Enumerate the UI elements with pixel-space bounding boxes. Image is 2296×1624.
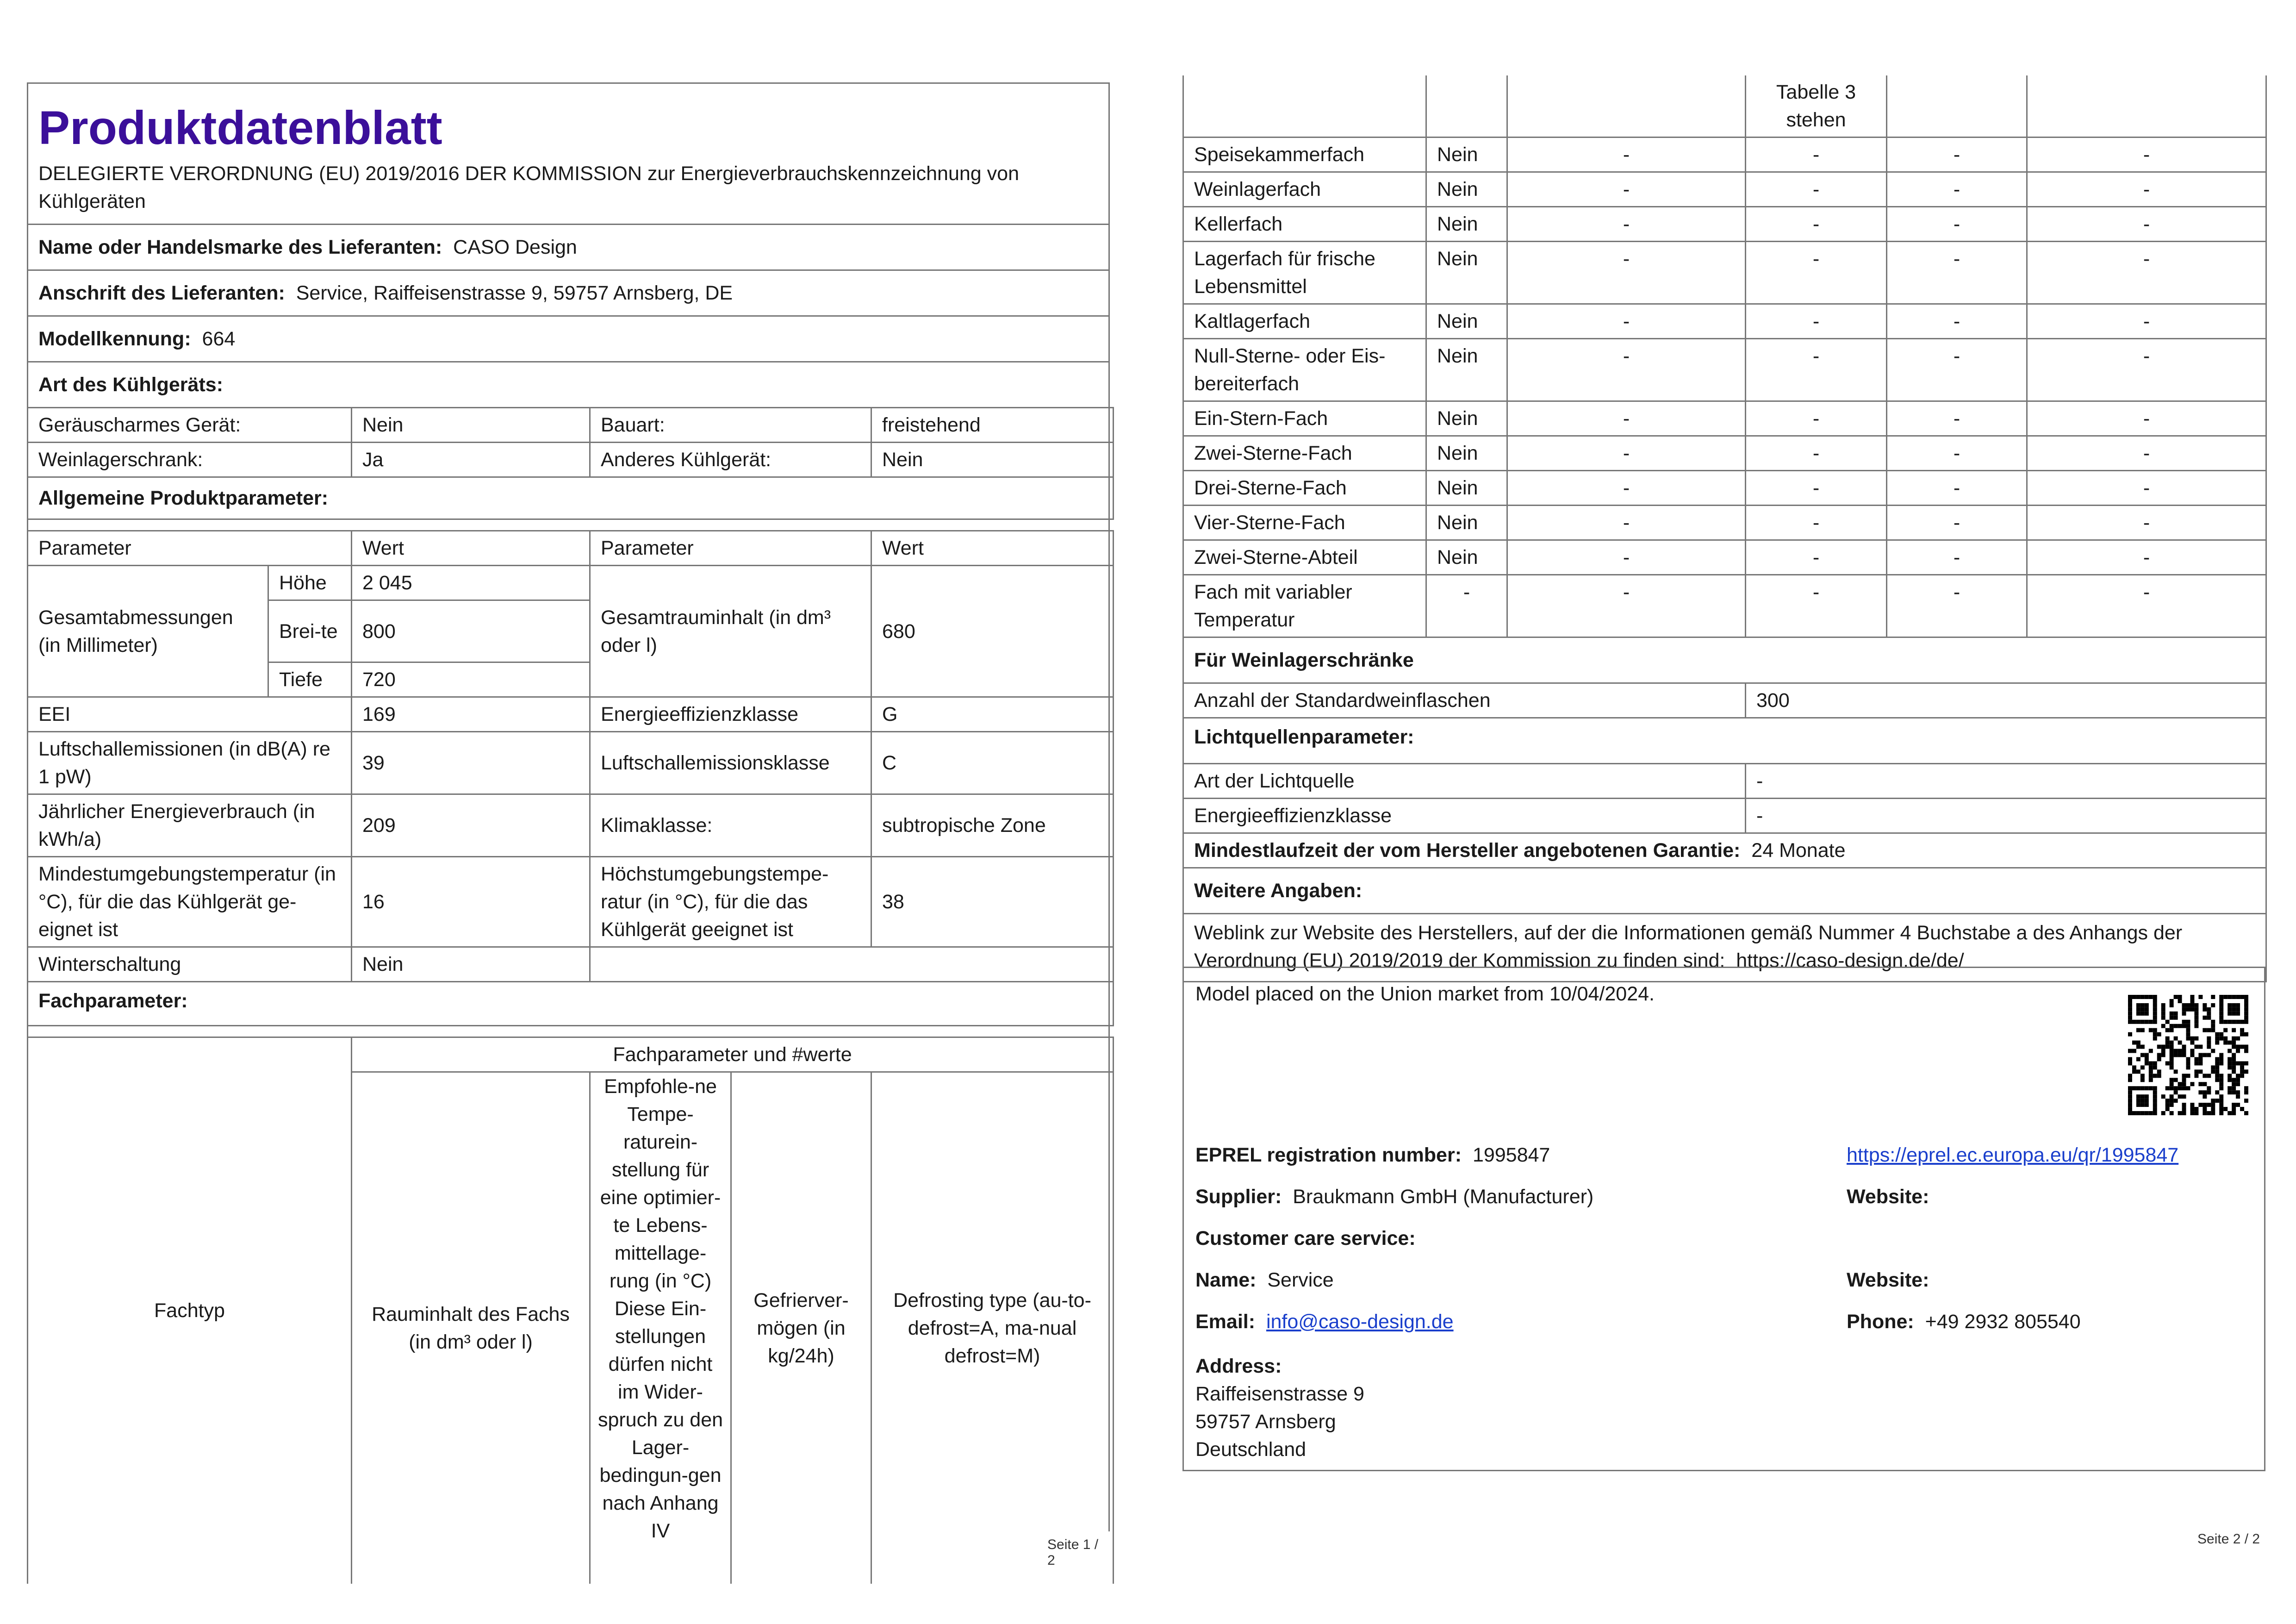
compartment-freezing: - (1887, 540, 2027, 575)
param-label: Luftschallemissionsklasse (590, 732, 871, 794)
compartment-freezing: - (1887, 137, 2027, 172)
address-line: Raiffeisenstrasse 9 (1195, 1383, 1364, 1405)
compartment-row (1183, 436, 2266, 471)
param-label: Klimaklasse: (590, 794, 871, 857)
type-row (28, 443, 1114, 477)
winter-label: Winterschaltung (28, 947, 352, 982)
care-name-label: Name: (1195, 1269, 1257, 1291)
compartment-heading: Fachparameter: (28, 982, 1114, 1026)
qr-code[interactable] (2128, 995, 2248, 1115)
compartment-volume: - (1507, 401, 1746, 436)
bottles-row (1183, 683, 2266, 718)
compartment-row (1183, 471, 2266, 506)
supplier-value: Braukmann GmbH (Manufacturer) (1293, 1186, 1594, 1208)
type-heading: Art des Kühlgeräts: (38, 374, 224, 396)
compartment-temperature: - (1746, 540, 1887, 575)
supplier-name-label: Name oder Handelsmarke des Lieferanten: (38, 236, 442, 258)
param-row (28, 794, 1114, 857)
volume-label: Gesamtrauminhalt (in dm³ oder l) (590, 566, 871, 697)
light-type-label: Art der Lichtquelle (1183, 764, 1746, 799)
compartment-temperature: - (1746, 575, 1887, 637)
compartment-table (1182, 75, 2267, 982)
compartment-freezing: - (1887, 506, 2027, 540)
compartment-temperature: - (1746, 304, 1887, 339)
compartment-name: Zwei-Sterne-Abteil (1183, 540, 1426, 575)
page-1 (27, 0, 1110, 1624)
compartment-defrost: - (2027, 540, 2266, 575)
compartment-volume: - (1507, 137, 1746, 172)
type-table (27, 407, 1114, 520)
depth-value: 720 (352, 662, 590, 697)
compartment-volume: - (1507, 339, 1746, 401)
width-label: Brei-te (268, 600, 352, 662)
address-block (1195, 1352, 1364, 1463)
compartment-defrost: - (2027, 506, 2266, 540)
param-label: Mindestumgebungstemperatur (in °C), für die das Kühlgerät ge-eignet ist (28, 857, 352, 947)
fachtyp-header: Fachtyp (28, 1037, 352, 1584)
compartment-header-table (27, 1037, 1114, 1584)
compartment-row (1183, 506, 2266, 540)
type-row (28, 408, 1114, 443)
compartment-defrost: - (2027, 207, 2266, 242)
compartment-present: Nein (1426, 506, 1507, 540)
bottles-value: 300 (1746, 683, 2266, 718)
compartment-present: Nein (1426, 401, 1507, 436)
type-value: Ja (352, 443, 590, 477)
value-header: Wert (871, 531, 1114, 566)
value-header: Wert (352, 531, 590, 566)
param-value: 39 (352, 732, 590, 794)
compartment-present: Nein (1426, 242, 1507, 304)
param-value: subtropische Zone (871, 794, 1114, 857)
weblink-text: Weblink zur Website des Herstellers, auf der die Informationen gemäß Nummer 4 Buchstabe a des Anhangs der Verordnung (EU) 2019/2019 der Kommission zu finden sind: (1194, 922, 2183, 972)
type-label: Anderes Kühlgerät: (590, 443, 871, 477)
compartment-row (1183, 242, 2266, 304)
compartment-freezing: - (1887, 304, 2027, 339)
compartment-present: Nein (1426, 137, 1507, 172)
compartment-row (1183, 339, 2266, 401)
compartment-freezing: - (1887, 242, 2027, 304)
compartment-present: Nein (1426, 540, 1507, 575)
compartment-temperature: - (1746, 242, 1887, 304)
type-value: freistehend (871, 408, 1114, 443)
temperature-header: Empfohle-ne Tempe-raturein-stellung für eine optimier-te Lebens-mittellage-rung (in °C) Diese Ein-stellungen dürfen nicht im Wider-spruch zu den Lager-bedingun-gen nach Anhang IV (590, 1072, 731, 1584)
compartment-defrost: - (2027, 137, 2266, 172)
warranty-row (1183, 833, 2266, 868)
compartment-freezing: - (1887, 172, 2027, 207)
continued-header-row (1183, 75, 2266, 137)
compartment-freezing: - (1887, 339, 2027, 401)
care-website-label: Website: (1847, 1269, 1929, 1291)
params-table (27, 530, 1114, 1026)
supplier-name-value: CASO Design (453, 236, 577, 258)
address-line: 59757 Arnsberg (1195, 1411, 1336, 1433)
eprel-reg-value: 1995847 (1472, 1144, 1550, 1166)
bottles-label: Anzahl der Standardweinflaschen (1183, 683, 1746, 718)
address-label: Address: (1195, 1355, 1282, 1377)
compartment-volume: - (1507, 172, 1746, 207)
warranty-label: Mindestlaufzeit der vom Hersteller angebotenen Garantie: (1194, 839, 1741, 862)
eprel-box (1182, 967, 2265, 1471)
compartment-defrost: - (2027, 575, 2266, 637)
compartment-present: Nein (1426, 339, 1507, 401)
depth-label: Tiefe (268, 662, 352, 697)
weblink-value[interactable]: https://caso-design.de/de/ (1736, 949, 1964, 972)
compartment-name: Kaltlagerfach (1183, 304, 1426, 339)
compartment-volume: - (1507, 207, 1746, 242)
type-value: Nein (871, 443, 1114, 477)
compartment-row (1183, 540, 2266, 575)
param-label: EEI (28, 697, 352, 732)
compartment-name: Vier-Sterne-Fach (1183, 506, 1426, 540)
param-label: Jährlicher Energieverbrauch (in kWh/a) (28, 794, 352, 857)
eprel-link[interactable]: https://eprel.ec.europa.eu/qr/1995847 (1847, 1144, 2179, 1166)
defrost-header: Defrosting type (au-to-defrost=A, ma-nual defrost=M) (871, 1072, 1114, 1584)
datasheet-frame (27, 82, 1110, 1542)
supplier-website-label: Website: (1847, 1186, 1929, 1208)
compartment-freezing: - (1887, 207, 2027, 242)
regulation-text: DELEGIERTE VERORDNUNG (EU) 2019/2016 DER KOMMISSION zur Energieverbrauchskennzeichnung von Kühlgeräten (28, 158, 1108, 225)
param-value: G (871, 697, 1114, 732)
continued-note: Tabelle 3 stehen (1746, 75, 1887, 137)
care-name-value: Service (1267, 1269, 1334, 1291)
compartment-defrost: - (2027, 304, 2266, 339)
compartment-volume: - (1507, 540, 1746, 575)
type-label: Geräuscharmes Gerät: (28, 408, 352, 443)
compartment-name: Ein-Stern-Fach (1183, 401, 1426, 436)
compartment-temperature: - (1746, 436, 1887, 471)
type-value: Nein (352, 408, 590, 443)
compartment-name: Null-Sterne- oder Eis-bereiterfach (1183, 339, 1426, 401)
compartment-volume: - (1507, 242, 1746, 304)
page-number: Seite 1 / 2 (1047, 1537, 1099, 1568)
compartment-temperature: - (1746, 506, 1887, 540)
page-2 (1182, 0, 2265, 1624)
compartment-temperature: - (1746, 207, 1887, 242)
compartment-name: Fach mit variabler Temperatur (1183, 575, 1426, 637)
compartment-volume: - (1507, 471, 1746, 506)
supplier-row (1195, 1186, 1593, 1208)
compartment-defrost: - (2027, 242, 2266, 304)
param-row (28, 857, 1114, 947)
warranty-value: 24 Monate (1751, 839, 1846, 862)
compartment-volume: - (1507, 506, 1746, 540)
winter-row (28, 947, 1114, 982)
compartment-defrost: - (2027, 471, 2266, 506)
compartment-name: Lagerfach für frische Lebensmittel (1183, 242, 1426, 304)
volume-value: 680 (871, 566, 1114, 697)
type-label: Weinlagerschrank: (28, 443, 352, 477)
param-label: Höchstumgebungstempe-ratur (in °C), für die das Kühlgerät geeignet ist (590, 857, 871, 947)
param-value: 16 (352, 857, 590, 947)
general-heading: Allgemeine Produktparameter: (28, 477, 1114, 519)
wine-heading: Für Weinlagerschränke (1183, 637, 2266, 683)
light-heading: Lichtquellenparameter: (1183, 718, 2266, 764)
param-row (28, 697, 1114, 732)
eprel-reg-label: EPREL registration number: (1195, 1144, 1462, 1166)
compartment-row (1183, 207, 2266, 242)
compartment-volume: - (1507, 575, 1746, 637)
compartment-name: Zwei-Sterne-Fach (1183, 436, 1426, 471)
light-class-value: - (1746, 799, 2266, 833)
compartment-freezing: - (1887, 401, 2027, 436)
height-value: 2 045 (352, 566, 590, 600)
params-header-row (28, 531, 1114, 566)
supplier-address-value: Service, Raiffeisenstrasse 9, 59757 Arnsberg, DE (296, 282, 733, 304)
phone-row (1847, 1311, 2081, 1333)
compartment-present: Nein (1426, 436, 1507, 471)
compartment-name: Weinlagerfach (1183, 172, 1426, 207)
supplier-label: Supplier: (1195, 1186, 1282, 1208)
param-value: 169 (352, 697, 590, 732)
compartment-temperature: - (1746, 471, 1887, 506)
param-value: 38 (871, 857, 1114, 947)
compartment-freezing: - (1887, 436, 2027, 471)
winter-value: Nein (352, 947, 590, 982)
compartment-present: Nein (1426, 304, 1507, 339)
eprel-reg-row (1195, 1144, 1550, 1167)
email-link[interactable]: info@caso-design.de (1266, 1311, 1454, 1333)
param-value: 209 (352, 794, 590, 857)
email-label: Email: (1195, 1311, 1256, 1333)
email-row (1195, 1311, 1454, 1333)
compartment-present: Nein (1426, 207, 1507, 242)
model-label: Modellkennung: (38, 328, 191, 350)
customer-care-heading: Customer care service: (1195, 1227, 1416, 1249)
freezing-capacity-header: Gefrierver-mögen (in kg/24h) (731, 1072, 871, 1584)
compartment-volume: - (1507, 304, 1746, 339)
phone-label: Phone: (1847, 1311, 1914, 1333)
compartment-defrost: - (2027, 172, 2266, 207)
light-class-label: Energieeffizienzklasse (1183, 799, 1746, 833)
param-label: Energieeffizienzklasse (590, 697, 871, 732)
param-header: Parameter (28, 531, 352, 566)
more-heading: Weitere Angaben: (1183, 868, 2266, 914)
model-value: 664 (202, 328, 236, 350)
compartment-volume: - (1507, 436, 1746, 471)
light-type-value: - (1746, 764, 2266, 799)
param-label: Luftschallemissionen (in dB(A) re 1 pW) (28, 732, 352, 794)
model-row (28, 317, 1108, 362)
supplier-address-label: Anschrift des Lieferanten: (38, 282, 285, 304)
type-label: Bauart: (590, 408, 871, 443)
compartment-row (1183, 401, 2266, 436)
compartment-present: Nein (1426, 172, 1507, 207)
phone-value: +49 2932 805540 (1925, 1311, 2081, 1333)
compartment-name: Drei-Sterne-Fach (1183, 471, 1426, 506)
compartment-temperature: - (1746, 401, 1887, 436)
compartment-freezing: - (1887, 471, 2027, 506)
fachparameter-group-header: Fachparameter und #werte (352, 1037, 1114, 1072)
width-value: 800 (352, 600, 590, 662)
light-class-row (1183, 799, 2266, 833)
compartment-defrost: - (2027, 436, 2266, 471)
supplier-address-row (28, 271, 1108, 317)
compartment-row (1183, 137, 2266, 172)
compartment-temperature: - (1746, 137, 1887, 172)
param-header: Parameter (590, 531, 871, 566)
param-row (28, 732, 1114, 794)
address-line: Deutschland (1195, 1438, 1307, 1461)
compartment-row (1183, 172, 2266, 207)
compartment-temperature: - (1746, 339, 1887, 401)
param-value: C (871, 732, 1114, 794)
supplier-name-row (28, 225, 1108, 271)
compartment-defrost: - (2027, 401, 2266, 436)
compartment-freezing: - (1887, 575, 2027, 637)
compartment-name: Kellerfach (1183, 207, 1426, 242)
compartment-name: Speisekammerfach (1183, 137, 1426, 172)
care-name-row (1195, 1269, 1334, 1292)
compartment-temperature: - (1746, 172, 1887, 207)
market-placement: Model placed on the Union market from 10/04/2024. (1195, 983, 1655, 1005)
dimensions-label: Gesamtabmessungen (in Millimeter) (28, 566, 268, 697)
page-number: Seite 2 / 2 (2197, 1531, 2260, 1547)
height-label: Höhe (268, 566, 352, 600)
compartment-present: Nein (1426, 471, 1507, 506)
compartment-present: - (1426, 575, 1507, 637)
volume-header: Rauminhalt des Fachs (in dm³ oder l) (352, 1072, 590, 1584)
compartment-defrost: - (2027, 339, 2266, 401)
compartment-row (1183, 304, 2266, 339)
light-type-row (1183, 764, 2266, 799)
compartment-row (1183, 575, 2266, 637)
page-title: Produktdatenblatt (38, 101, 442, 154)
